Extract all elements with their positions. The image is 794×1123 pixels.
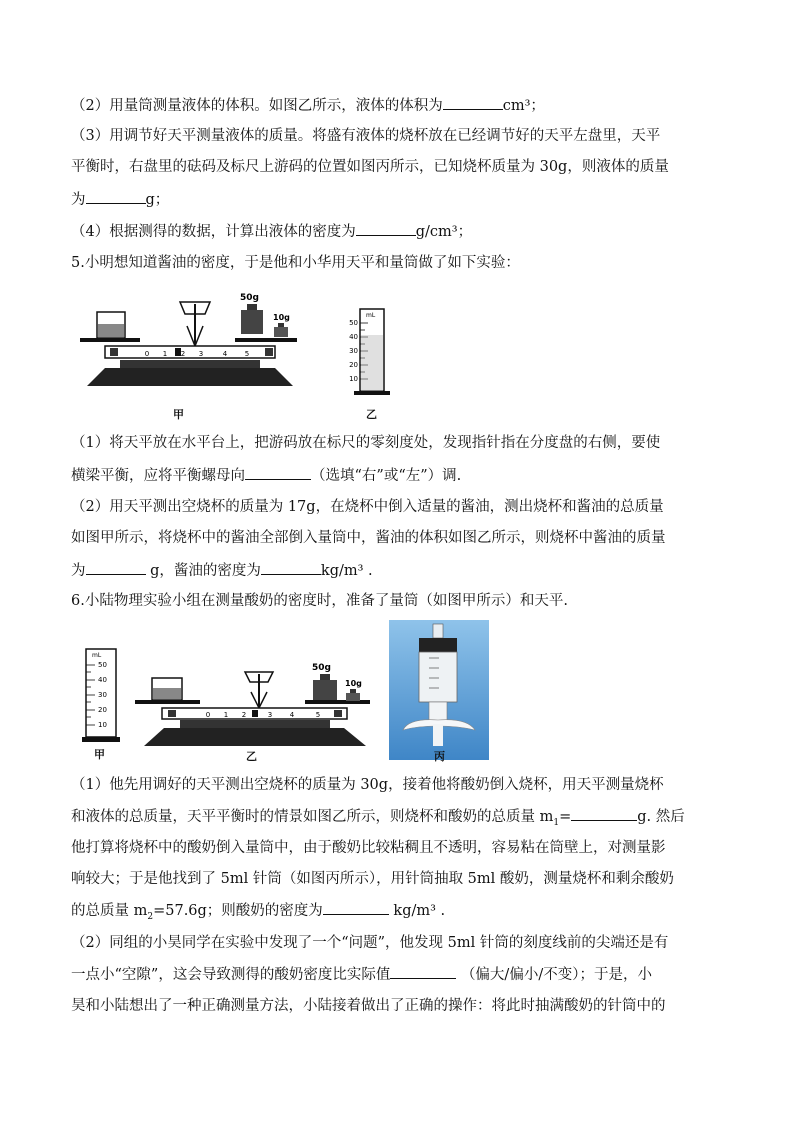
equals-sign: = — [559, 809, 572, 825]
q4-part2-text: （2）用量筒测量液体的体积。如图乙所示，液体的体积为 — [71, 98, 443, 114]
figure-caption-bing: 丙 — [434, 750, 445, 763]
q6-part2-line3: 昊和小陆想出了一种正确测量方法，小陆接着做出了正确的操作：将此时抽满酸奶的针筒中的 — [71, 998, 666, 1014]
answer-blank[interactable] — [390, 964, 456, 979]
figure-caption-yi: 乙 — [366, 408, 377, 421]
q4-part4-text: （4）根据测得的数据，计算出液体的密度为 — [71, 224, 356, 240]
cylinder-unit: mL — [92, 652, 102, 659]
q6-part2-line2 — [71, 964, 652, 985]
cylinder-tick-label: 30 — [98, 691, 107, 699]
rider — [175, 348, 181, 356]
q5-cylinder-figure — [340, 305, 400, 400]
cylinder-tick-label: 50 — [349, 319, 358, 327]
answer-blank[interactable] — [323, 900, 389, 915]
scale-tick-label: 1 — [223, 711, 229, 719]
weight-50g-label: 50g — [240, 293, 259, 303]
q5-balance-figure — [75, 290, 305, 395]
q4-part3-prefix: 为 — [71, 192, 86, 208]
scale-tick-label: 4 — [289, 711, 295, 719]
q4-part2 — [71, 95, 545, 116]
q6-part1-line3: 他打算将烧杯中的酸奶倒入量筒中，由于酸奶比较粘稠且不透明，容易粘在筒壁上，对测量影 — [71, 840, 666, 856]
cylinder-tick-label: 20 — [98, 706, 107, 714]
q5-part1-line2 — [71, 465, 461, 486]
q5-part2-unit: kg/m³ . — [320, 563, 373, 579]
q5-part1-text: 横梁平衡，应将平衡螺母向 — [71, 468, 245, 484]
q6-part1-text: =57.6g；则酸奶的密度为 — [153, 903, 323, 919]
cylinder-tick-label: 50 — [98, 661, 107, 669]
weight-10g-label: 10g — [273, 313, 290, 322]
weight-10g-label: 10g — [345, 679, 362, 688]
scale-tick-label: 3 — [267, 711, 273, 719]
answer-blank[interactable] — [571, 806, 637, 821]
q5-part1-hint: （选填“右”或“左”）调. — [311, 468, 462, 484]
q4-part3-line2: 平衡时，右盘里的砝码及标尺上游码的位置如图丙所示，已知烧杯质量为 30g，则液体的质量 — [71, 159, 669, 175]
q6-balance-figure — [130, 660, 380, 750]
scale-tick-label: 0 — [144, 350, 150, 358]
q4-part4-unit: g/cm³； — [415, 224, 473, 240]
q6-part2-hint: （偏大/偏小/不变）；于是，小 — [460, 967, 652, 983]
q5-part2-text: g，酱油的密度为 — [150, 563, 261, 579]
q6-part1-line1: （1）他先用调好的天平测出空烧杯的质量为 30g，接着他将酸奶倒入烧杯，用天平测量烧杯 — [71, 777, 664, 793]
q6-intro: 6.小陆物理实验小组在测量酸奶的密度时，准备了量筒（如图甲所示）和天平. — [71, 593, 568, 609]
scale-tick-label: 3 — [198, 350, 204, 358]
answer-blank[interactable] — [443, 95, 503, 110]
cylinder-tick-label: 30 — [349, 347, 358, 355]
figure-caption-yi: 乙 — [246, 750, 257, 763]
q4-part3-line3 — [71, 189, 169, 210]
cylinder-tick-label: 40 — [349, 333, 358, 341]
q5-part2-line2: 如图甲所示，将烧杯中的酱油全部倒入量筒中，酱油的体积如图乙所示，则烧杯中酱油的质量 — [71, 530, 666, 546]
cylinder-tick-label: 10 — [98, 721, 107, 729]
answer-blank[interactable] — [86, 560, 146, 575]
q6-part1-text: 和液体的总质量，天平平衡时的情景如图乙所示，则烧杯和酸奶的总质量 m — [71, 809, 554, 825]
q6-part1-unit: g. 然后 — [637, 809, 685, 825]
scale-tick-label: 2 — [241, 711, 247, 719]
cylinder-tick-label: 20 — [349, 361, 358, 369]
q4-part3-unit: g； — [145, 192, 170, 208]
scale-tick-label: 4 — [222, 350, 228, 358]
subscript-1: 1 — [553, 817, 560, 828]
answer-blank[interactable] — [245, 465, 311, 480]
cylinder-unit: mL — [366, 312, 376, 319]
q6-syringe-photo — [389, 620, 489, 760]
answer-blank[interactable] — [356, 221, 416, 236]
q4-part2-unit: cm³； — [502, 98, 545, 114]
figure-caption-jia: 甲 — [94, 748, 105, 761]
scale-tick-label: 5 — [315, 711, 321, 719]
answer-blank[interactable] — [86, 189, 146, 204]
q6-part1-line4: 响较大；于是他找到了 5ml 针筒（如图丙所示），用针筒抽取 5ml 酸奶，测量烧杯和剩余酸奶 — [71, 871, 674, 887]
q5-intro: 5.小明想知道酱油的密度，于是他和小华用天平和量筒做了如下实验： — [71, 255, 520, 271]
weight-50g-label: 50g — [312, 663, 331, 673]
q6-part1-text: 的总质量 m — [71, 903, 148, 919]
q6-part2-text: 一点小“空隙”，这会导致测得的酸奶密度比实际值 — [71, 967, 391, 983]
rider — [252, 710, 258, 717]
scale-tick-label: 1 — [162, 350, 168, 358]
q4-part3-line1: （3）用调节好天平测量液体的质量。将盛有液体的烧杯放在已经调节好的天平左盘里，天平 — [71, 128, 661, 144]
cylinder-tick-label: 10 — [349, 375, 358, 383]
q6-cylinder-figure — [80, 645, 125, 750]
q6-part2-line1: （2）同组的小昊同学在实验中发现了一个“问题”，他发现 5ml 针筒的刻度线前的尖端还是有 — [71, 935, 669, 951]
scale-tick-label: 5 — [244, 350, 250, 358]
subscript-2: 2 — [147, 911, 154, 922]
q5-part2-line1: （2）用天平测出空烧杯的质量为 17g，在烧杯中倒入适量的酱油，测出烧杯和酱油的总质量 — [71, 499, 664, 515]
figure-caption-jia: 甲 — [173, 408, 184, 421]
scale-tick-label: 0 — [205, 711, 211, 719]
scale-tick-label: 2 — [180, 350, 186, 358]
answer-blank[interactable] — [261, 560, 321, 575]
q4-part4 — [71, 221, 472, 242]
q5-part1-line1: （1）将天平放在水平台上，把游码放在标尺的零刻度处，发现指针指在分度盘的右侧，要使 — [71, 435, 661, 451]
q6-part1-line5 — [71, 900, 445, 927]
q6-part1-unit: kg/m³ . — [393, 903, 446, 919]
q5-part2-prefix: 为 — [71, 563, 86, 579]
cylinder-tick-label: 40 — [98, 676, 107, 684]
q5-part2-line3 — [71, 560, 373, 581]
q6-part1-line2 — [71, 806, 685, 833]
